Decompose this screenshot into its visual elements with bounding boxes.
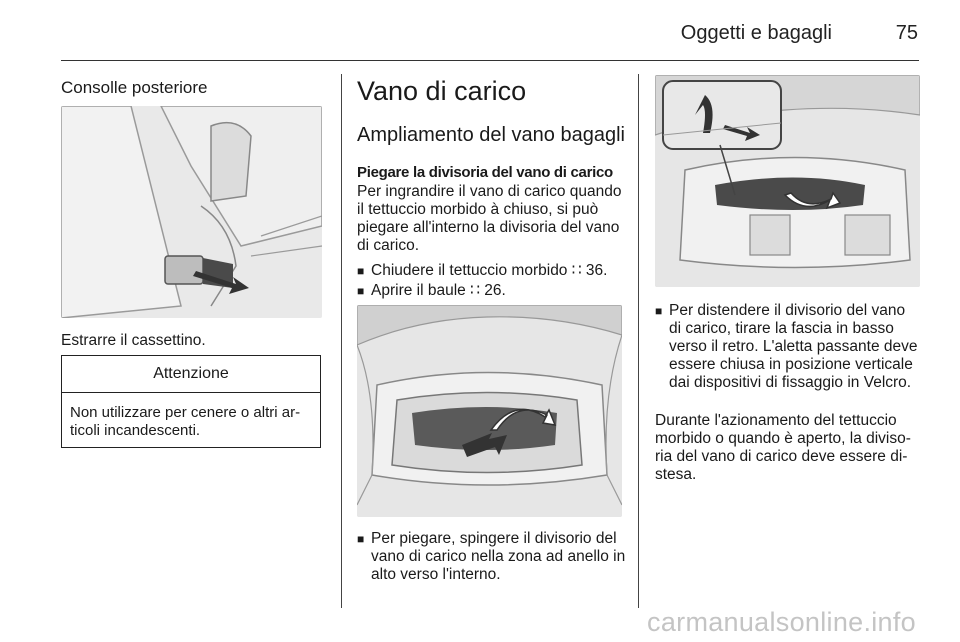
rear-console-illustration (61, 106, 322, 318)
site-watermark: carmanualsonline.info (647, 607, 916, 637)
column-divider-left (341, 74, 342, 608)
subsection-fold-divider: Piegare la divisoria del vano di carico (357, 164, 613, 181)
page-number: 75 (895, 22, 918, 44)
subtitle-expansion: Ampliamento del vano bagagli (357, 124, 625, 146)
bullet-text: Aprire il baule ∷ 26. (371, 282, 506, 299)
roof-operation-paragraph: Durante l'azionamento del tettuccio morbido o quando è aperto, la diviso-ria del vano di carico deve essere di-stesa. (655, 412, 911, 483)
intro-paragraph: Per ingrandire il vano di carico quando il tettuccio morbido à chiuso, si può piegare all'interno la divisoria del vano di carico. (357, 183, 622, 254)
header-divider (61, 60, 919, 61)
bullet-marker: ■ (655, 304, 663, 318)
bullet-text: Per distendere il divisorio del vano di carico, tirare la fascia in basso verso il retro. L'aletta passante deve essere chiusa in posizione verticale dai dispositivi di fissaggio in Velcro. (669, 302, 918, 391)
bullet-close-roof (357, 262, 627, 280)
bullet-text: Per piegare, spingere il divisorio del vano di carico nella zona ad anello in alto verso l'interno. (371, 530, 626, 583)
section-title-cargo: Vano di carico (357, 76, 527, 106)
column-divider-right (638, 74, 639, 608)
bullet-marker: ■ (357, 532, 365, 546)
warning-title: Attenzione (62, 356, 320, 393)
bullet-extend-divider (655, 302, 921, 392)
section-heading-console: Consolle posteriore (61, 78, 208, 97)
bullet-text: Chiudere il tettuccio morbido ∷ 36. (371, 262, 608, 279)
bullet-open-trunk (357, 282, 627, 300)
trunk-extend-illustration (655, 75, 920, 287)
trunk-fold-illustration (357, 305, 622, 517)
warning-box (61, 355, 321, 448)
bullet-marker: ■ (357, 284, 365, 298)
bullet-push-divider (357, 530, 627, 584)
page-header-title: Oggetti e bagagli (680, 22, 832, 44)
console-caption: Estrarre il cassettino. (61, 332, 206, 349)
warning-text: Non utilizzare per cenere o altri ar-ticoli incandescenti. (70, 404, 301, 439)
bullet-marker: ■ (357, 264, 365, 278)
